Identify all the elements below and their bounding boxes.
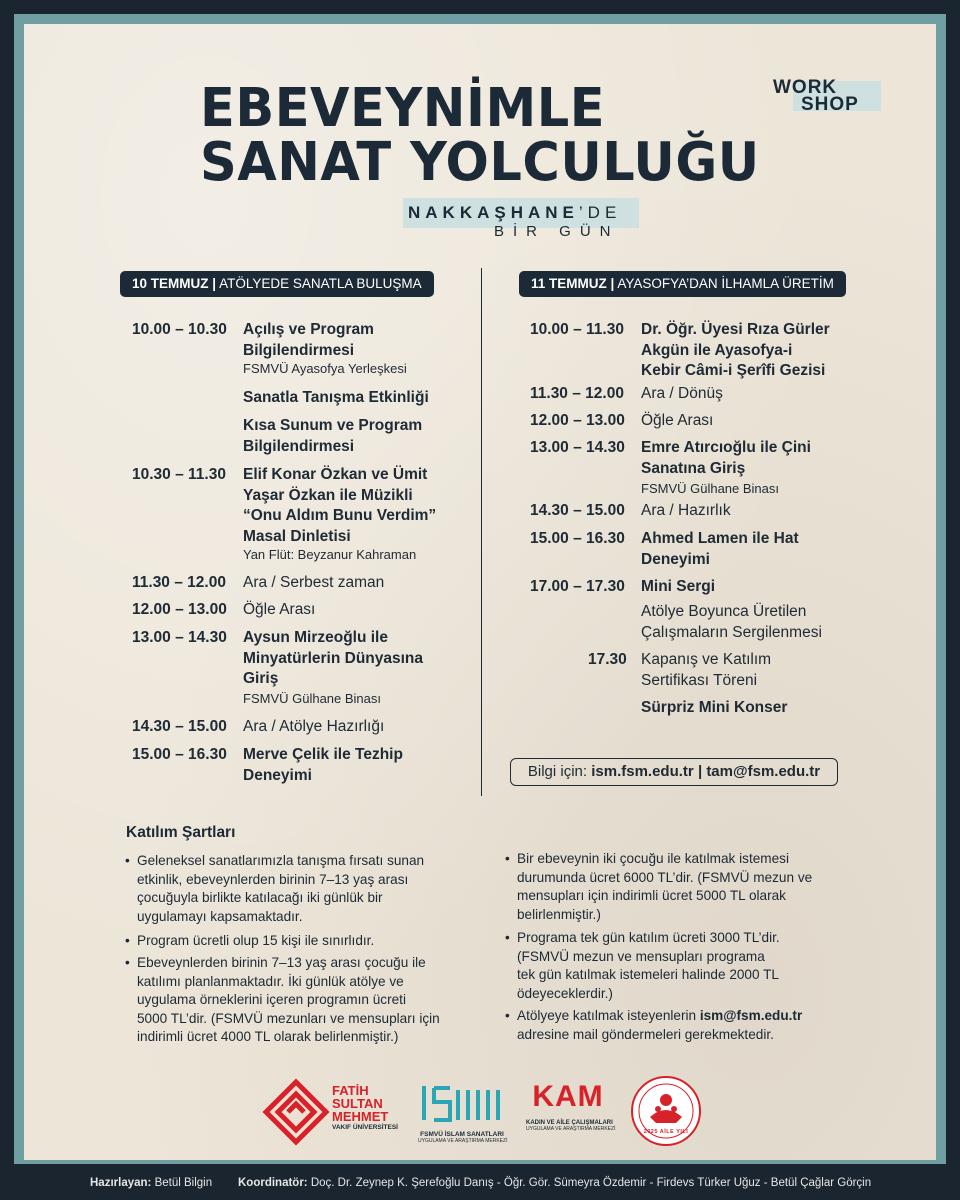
day1-date: 10 TEMMUZ xyxy=(132,276,209,291)
day2-date: 11 TEMMUZ xyxy=(531,276,607,291)
row-time: 17.00 – 17.30 xyxy=(530,578,625,595)
workshop-top: WORK xyxy=(773,77,838,98)
row-activity: Ara / Hazırlık xyxy=(641,502,731,519)
row-activity: Kapanış ve Katılım Sertifikası Töreni xyxy=(641,651,772,689)
row-activity: Ara / Dönüş xyxy=(641,385,723,402)
row-activity: Sanatla Tanışma Etkinliği xyxy=(243,389,429,406)
requirement-item: • Geleneksel sanatlarımızla tanışma fırsatı sunan etkinlik, ebeveynlerden birinin 7–13 yaş arası çocuğuyla birlikte katılacağı iki günlük bir uygulamayı kapsamaktadır. xyxy=(137,852,424,926)
row-time: 13.00 – 14.30 xyxy=(530,439,625,456)
info-email-link[interactable]: tam@fsm.edu.tr xyxy=(706,763,821,780)
info-label: Bilgi için: xyxy=(527,763,588,780)
workshop-bottom: SHOP xyxy=(801,94,859,115)
ism-logo: FSMVÜ İSLAM SANATLARI UYGULAMA VE ARAŞTIRMA MERKEZİ xyxy=(418,1080,506,1146)
info-website-link[interactable]: ism.fsm.edu.tr xyxy=(591,763,694,780)
requirements-title: Katılım Şartları xyxy=(126,824,236,841)
row-activity: Öğle Arası xyxy=(641,412,714,429)
subtitle-venue xyxy=(408,203,621,223)
requirement-item: • Bir ebeveynin iki çocuğu ile katılmak istemesi durumunda ücret 6000 TL’dir. (FSMVÜ mezun ve mensupları için indirimli ücret 5000 TL olarak belirlenmiştir.) xyxy=(517,850,812,924)
row-time: 14.30 – 15.00 xyxy=(132,718,227,735)
row-time: 10.00 – 11.30 xyxy=(530,321,624,338)
subtitle-suffix: ’DE xyxy=(578,203,622,222)
row-time: 11.30 – 12.00 xyxy=(132,574,226,591)
subtitle-venue-text: NAKKAŞHANE xyxy=(408,203,579,222)
row-time: 15.00 – 16.30 xyxy=(132,746,227,763)
requirement-item: • Program ücretli olup 15 kişi ile sınırlıdır. xyxy=(137,932,374,951)
title-line-2: SANAT YOLCULUĞU xyxy=(200,131,760,194)
column-divider xyxy=(481,268,482,796)
row-note: Yan Flüt: Beyzanur Kahraman xyxy=(243,547,417,562)
row-time: 13.00 – 14.30 xyxy=(132,629,227,646)
row-activity: Aysun Mirzeoğlu ile Minyatürlerin Dünyasına Giriş xyxy=(243,629,424,687)
row-time: 12.00 – 13.00 xyxy=(132,601,227,618)
contact-email-link[interactable]: ism@fsm.edu.tr xyxy=(699,1008,803,1023)
row-activity: Dr. Öğr. Üyesi Rıza Gürler Akgün ile Ayasofya-i Kebir Câmi-i Şerîfi Gezisi xyxy=(641,321,830,379)
fsm-logo-text: FATİH SULTAN MEHMET VAKIF ÜNİVERSİTESİ xyxy=(332,1083,398,1131)
row-activity: Sürpriz Mini Konser xyxy=(641,699,788,716)
row-activity: Emre Atırcıoğlu ile Çini Sanatına Giriş xyxy=(641,439,811,477)
requirement-item: • Programa tek gün katılım ücreti 3000 TL’dir. (FSMVÜ mezun ve mensupları programa tek gün katılmak istemeleri halinde 2000 TL ödeyeceklerdir.) xyxy=(517,929,780,1003)
day1-theme: ATÖLYEDE SANATLA BULUŞMA xyxy=(219,276,422,291)
requirement-item: • Atölyeye katılmak isteyenlerin ism@fsm.edu.tr adresine mail göndermeleri gerekmektedir. xyxy=(517,1007,802,1044)
info-separator: | xyxy=(697,763,703,780)
row-activity: Açılış ve Program Bilgilendirmesi xyxy=(243,321,374,359)
row-activity: Ara / Atölye Hazırlığı xyxy=(243,718,385,735)
row-time: 12.00 – 13.00 xyxy=(530,412,625,429)
workshop-badge xyxy=(773,77,881,117)
row-activity: Elif Konar Özkan ve Ümit Yaşar Özkan ile Müzikli “Onu Aldım Bunu Verdim” Masal Dinletisi xyxy=(243,466,437,545)
day2-theme: AYASOFYA’DAN İLHAMLA ÜRETİM xyxy=(617,276,834,291)
row-activity: Ara / Serbest zaman xyxy=(243,574,385,591)
row-time: 11.30 – 12.00 xyxy=(530,385,624,402)
row-time: 15.00 – 16.30 xyxy=(530,530,625,547)
row-note: FSMVÜ Gülhane Binası xyxy=(641,481,780,496)
footer xyxy=(0,1166,960,1200)
row-activity: Ahmed Lamen ile Hat Deneyimi xyxy=(641,530,799,568)
kam-logo: KAM KADIN VE AİLE ÇALIŞMALARI UYGULAMA VE ARAŞTIRMA MERKEZİ xyxy=(526,1080,616,1132)
footer-coordinators: Koordinatör: Doç. Dr. Zeynep K. Şerefoğlu Danış - Öğr. Gör. Sümeyra Özdemir - Firdevs Türker Uğuz - Betül Çağlar Görçin xyxy=(238,1177,872,1189)
row-time: 14.30 – 15.00 xyxy=(530,502,625,519)
seal-icon xyxy=(630,1075,702,1147)
row-activity: Kısa Sunum ve Program Bilgilendirmesi xyxy=(243,417,423,455)
row-note: FSMVÜ Gülhane Binası xyxy=(243,691,382,706)
fsm-logo-mark xyxy=(262,1078,330,1146)
aile-yili-seal: 2025 AİLE YILI xyxy=(630,1075,702,1147)
row-activity: Merve Çelik ile Tezhip Deneyimi xyxy=(243,746,403,784)
title-line-1: EBEVEYNİMLE xyxy=(200,77,606,140)
row-activity: Atölye Boyunca Üretilen Çalışmaların Sergilenmesi xyxy=(641,603,822,641)
row-activity: Öğle Arası xyxy=(243,601,316,618)
row-note: FSMVÜ Ayasofya Yerleşkesi xyxy=(243,361,407,376)
requirement-item: • Ebeveynlerden birinin 7–13 yaş arası çocuğu ile katılımı planlanmaktadır. İki günlük atölye ve uygulama örneklerini içeren programın ücreti 5000 TL’dir. (FSMVÜ mezunları ve mensupları için indirimli ücret 4000 TL olarak belirlenmiştir.) xyxy=(137,954,440,1047)
info-box xyxy=(510,758,838,786)
row-time: 10.00 – 10.30 xyxy=(132,321,227,338)
row-activity: Mini Sergi xyxy=(641,578,716,595)
day1-pill: 10 TEMMUZ | ATÖLYEDE SANATLA BULUŞMA xyxy=(120,271,434,297)
row-time: 17.30 xyxy=(588,651,627,668)
row-time: 10.30 – 11.30 xyxy=(132,466,226,483)
day2-pill: 11 TEMMUZ | AYASOFYA’DAN İLHAMLA ÜRETİM xyxy=(519,271,846,297)
footer-prepared: Hazırlayan: Betül Bilgin xyxy=(90,1177,213,1189)
subtitle-line-2: BİR GÜN xyxy=(494,223,620,240)
